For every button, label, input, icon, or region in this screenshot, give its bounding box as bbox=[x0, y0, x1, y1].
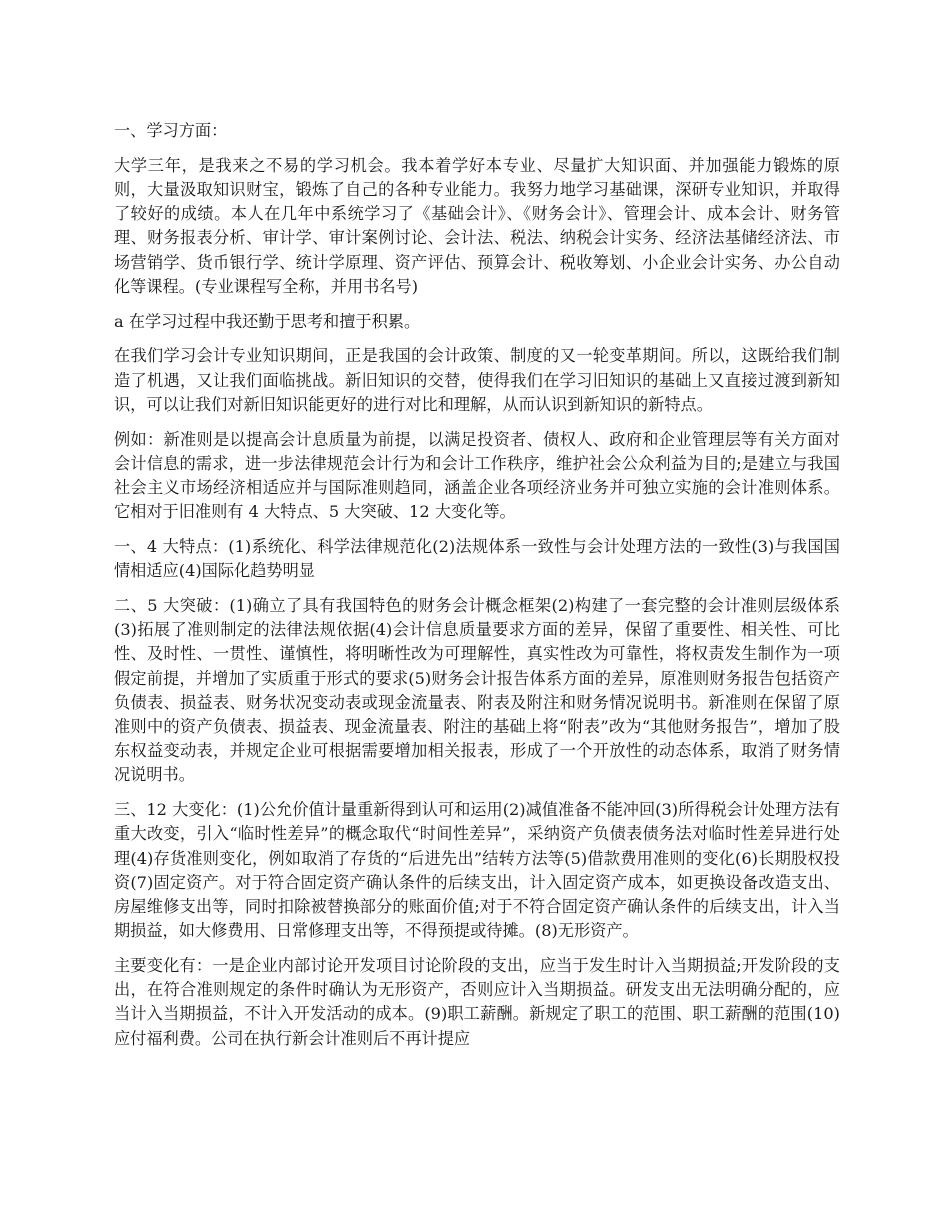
paragraph-main-changes: 主要变化有：一是企业内部讨论开发项目讨论阶段的支出，应当于发生时计入当期损益;开发阶段的支出，在符合准则规定的条件时确认为无形资产，否则应计入当期损益。研发支出无法明确分配的，应当计入当期损益，不计入开发活动的成本。(9)职工薪酬。新规定了职工的范围、职工薪酬的范围(10)应付福利费。公司在执行新会计准则后不再计提应 bbox=[114, 956, 840, 1048]
section-heading-study: 一、学习方面： bbox=[114, 121, 228, 140]
paragraph-thinking: a 在学习过程中我还勤于思考和擅于积累。 bbox=[114, 311, 421, 331]
paragraph-twelve-changes: 三、12 大变化：(1)公允价值计量重新得到认可和运用(2)减值准备不能冲回(3)所得税会计处理方法有重大改变，引入“临时性差异”的概念取代“时间性差异”，采纳资产负债表债务法对临时性差异进行处理(4)存货准则变化，例如取消了存货的“后进先出”结转方法等(5)借款费用准则的变化(6)长期股权投资(7)固定资产。对于符合固定资产确认条件的后续支出，计入固定资产成本，如更换设备改造支出、房屋维修支出等，同时扣除被替换部分的账面价值;对于不符合固定资产确认条件的后续支出，计入当期损益，如大修费用、日常修理支出等，不得预提或待摊。(8)无形资产。 bbox=[114, 800, 840, 941]
paragraph-courses: 大学三年，是我来之不易的学习机会。我本着学好本专业、尽量扩大知识面、并加强能力锻炼的原则，大量汲取知识财宝，锻炼了自己的各种专业能力。我努力地学习基础课，深研专业知识，并取得了较好的成绩。本人在几年中系统学习了《基础会计》、《财务会计》、管理会计、成本会计、财务管理、财务报表分析、审计学、审计案例讨论、会计法、税法、纳税会计实务、经济法基储经济法、市场营销学、货币银行学、统计学原理、资产评估、预算会计、税收筹划、小企业会计实务、办公自动化等课程。(专业课程写全称，并用书名号) bbox=[114, 155, 840, 296]
paragraph-four-features: 一、4 大特点：(1)系统化、科学法律规范化(2)法规体系一致性与会计处理方法的一致性(3)与我国国情相适应(4)国际化趋势明显 bbox=[114, 537, 840, 581]
paragraph-new-standards: 例如：新准则是以提高会计息质量为前提，以满足投资者、债权人、政府和企业管理层等有关方面对会计信息的需求，进一步法律规范会计行为和会计工作秩序，维护社会公众利益为目的;是建立与我国社会主义市场经济相适应并与国际准则趋同，涵盖企业各项经济业务并可独立实施的会计准则体系。它相对于旧准则有 4 大特点、5 大突破、12 大变化等。 bbox=[114, 429, 840, 522]
paragraph-policy-change: 在我们学习会计专业知识期间，正是我国的会计政策、制度的又一轮变革期间。所以，这既给我们制造了机遇，又让我们面临挑战。新旧知识的交替，使得我们在学习旧知识的基础上又直接过渡到新知识，可以让我们对新旧知识能更好的进行对比和理解，从而认识到新知识的新特点。 bbox=[114, 346, 840, 414]
paragraph-five-breakthroughs: 二、5 大突破：(1)确立了具有我国特色的财务会计概念框架(2)构建了一套完整的会计准则层级体系(3)拓展了准则制定的法律法规依据(4)会计信息质量要求方面的差异，保留了重要性、相关性、可比性、及时性、一贯性、谨慎性，将明晰性改为可理解性，真实性改为可靠性，将权责发生制作为一项假定前提，并增加了实质重于形式的要求(5)财务会计报告体系方面的差异，原准则财务报告包括资产负债表、损益表、财务状况变动表或现金流量表、附表及附注和财务情况说明书。新准则在保留了原准则中的资产负债表、损益表、现金流量表、附注的基础上将“附表”改为“其他财务报告”，增加了股东权益变动表，并规定企业可根据需要增加相关报表，形成了一个开放性的动态体系，取消了财务情况说明书。 bbox=[114, 596, 840, 785]
document-body bbox=[114, 119, 840, 1061]
